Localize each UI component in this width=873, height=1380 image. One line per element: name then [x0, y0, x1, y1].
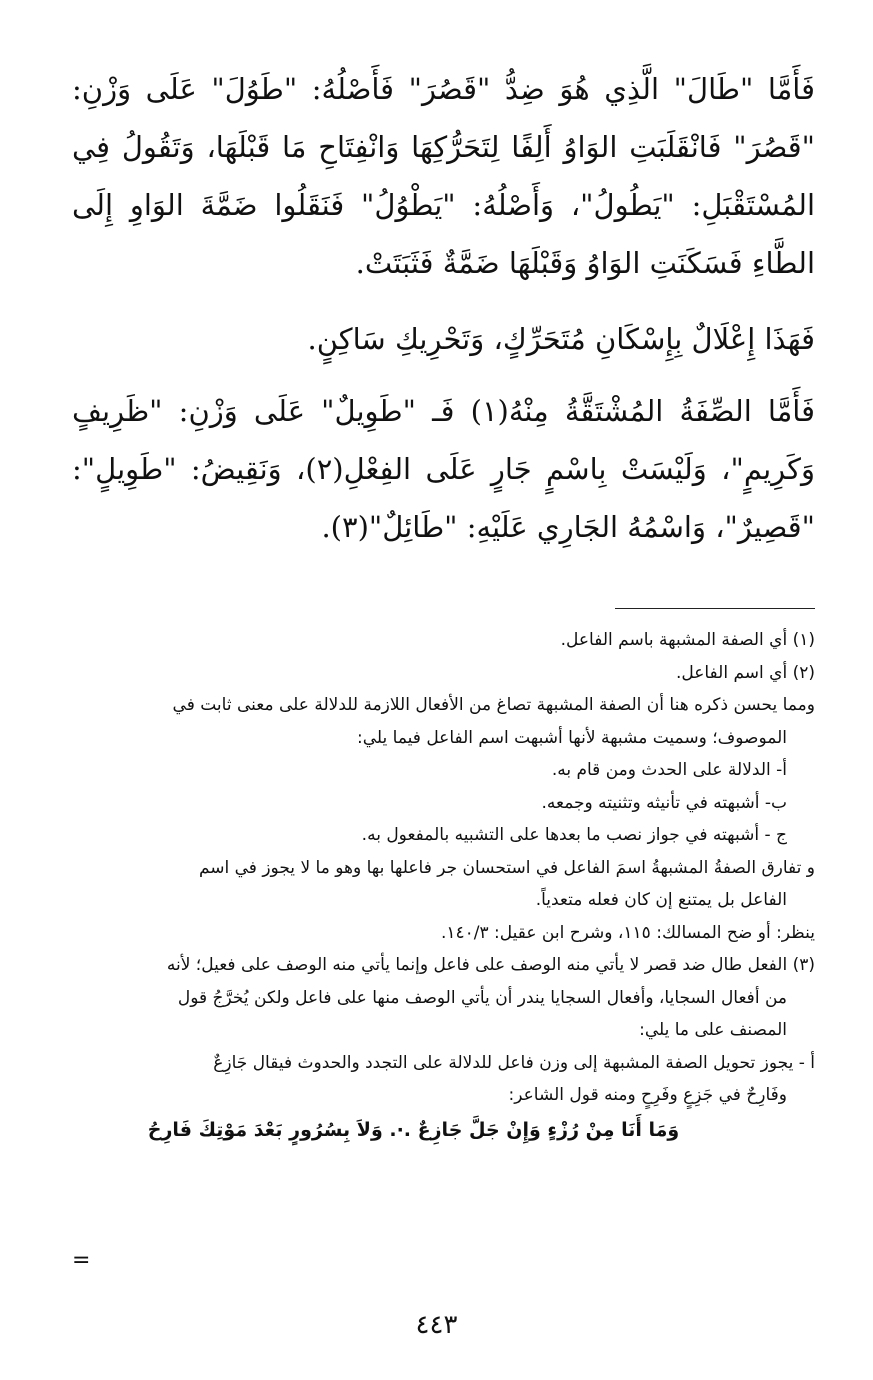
footnote-2-text: الموصوف؛ وسميت مشبهة لأنها أشبهت اسم الفاعل فيما يلي:	[356, 727, 787, 748]
continuation-mark: =	[72, 1248, 91, 1273]
paragraph-taala: فَأَمَّا "طَالَ" الَّذِي هُوَ ضِدُّ "قَصُرَ" فَأَصْلُهُ: "طَوُلَ" عَلَى وَزْنِ: "قَصُرَ" فَانْقَلَبَتِ الوَاوُ أَلِفًا لِتَحَرُّكِهَا وَانْفِتَاحِ مَا قَبْلَهَا، وَتَقُولُ فِي المُسْتَقْبَلِ: "يَطُولُ"، وَأَصْلُهُ: "يَطْوُلُ" فَنَقَلُوا ضَمَّةَ الوَاوِ إِلَى الطَّاءِ فَسَكَنَتِ الوَاوُ وَقَبْلَهَا ضَمَّةٌ فَثَبَتَتْ.	[72, 72, 815, 280]
paragraph-ilal: فَهَذَا إِعْلَالٌ بِإِسْكَانِ مُتَحَرِّكٍ، وَتَحْرِيكِ سَاكِنٍ.	[307, 322, 815, 356]
footnote-2-item-a: أ- الدلالة على الحدث ومن قام به.	[551, 760, 787, 780]
footnote-3: (٣) الفعل طال ضد قصر لا يأتي منه الوصف على فاعل وإنما يأتي منه الوصف على فعيل؛ لأنه	[166, 955, 815, 975]
footnote-2-item-b: ب- أشبهته في تأنيثه وتثنيته وجمعه.	[541, 792, 787, 813]
page-number: ٤٤٣	[415, 1310, 458, 1340]
footnote-2-text: الفاعل بل يمتنع إن كان فعله متعدياً.	[535, 890, 787, 910]
paragraph-sifa: فَأَمَّا الصِّفَةُ المُشْتَقَّةُ مِنْهُ(١) فَـ "طَوِيلٌ" عَلَى وَزْنِ: "ظَرِيفٍ وَكَرِيمٍ"، وَلَيْسَتْ بِاسْمٍ جَارٍ عَلَى الفِعْلِ(٢)، وَنَقِيضُ: "طَوِيلٍ": "قَصِيرٌ"، وَاسْمُهُ الجَارِي عَلَيْهِ: "طَائِلٌ"(٣).	[72, 394, 815, 544]
main-text	[72, 60, 815, 570]
footnote-1: (١) أي الصفة المشبهة باسم الفاعل.	[560, 630, 815, 650]
footnote-3-text: المصنف على ما يلي:	[639, 1020, 787, 1040]
footnote-3-item-a: أ - يجوز تحويل الصفة المشبهة إلى وزن فاعل للدلالة على التجدد والحدوث فيقال جَازِعٌ	[213, 1052, 815, 1073]
footnote-2-reference: ينظر: أو ضح المسالك: ١١٥، وشرح ابن عقيل: ١٤٠/٣.	[440, 922, 815, 943]
footnote-separator	[615, 608, 815, 609]
footnotes	[72, 624, 815, 1146]
footnote-2-text: ومما يحسن ذكره هنا أن الصفة المشبهة تصاغ من الأفعال اللازمة للدلالة على معنى ثابت في	[172, 695, 815, 715]
footnote-2-item-j: ج - أشبهته في جواز نصب ما بعدها على التشبيه بالمفعول به.	[361, 825, 787, 845]
footnote-3-text: من أفعال السجايا، وأفعال السجايا يندر أن يأتي الوصف منها على فاعل ولكن يُخرَّجُ قول	[177, 987, 787, 1008]
footnote-3-text: وفَارِحٌ في جَزِعٍ وفَرِحٍ ومنه قول الشاعر:	[508, 1085, 787, 1105]
footnote-2-text: و تفارق الصفةُ المشبهةُ اسمَ الفاعل في استحسان جر فاعلها بها وهو ما لا يجوز في اسم	[198, 857, 815, 878]
poetry-verse: وَمَا أَنَا مِنْ رُزْءٍ وَإِنْ جَلَّ جَازِعٌ .·. وَلاَ بِسُرُورٍ بَعْدَ مَوْتِكَ فَارِحُ	[147, 1118, 680, 1141]
footnote-2: (٢) أي اسم الفاعل.	[675, 662, 815, 683]
